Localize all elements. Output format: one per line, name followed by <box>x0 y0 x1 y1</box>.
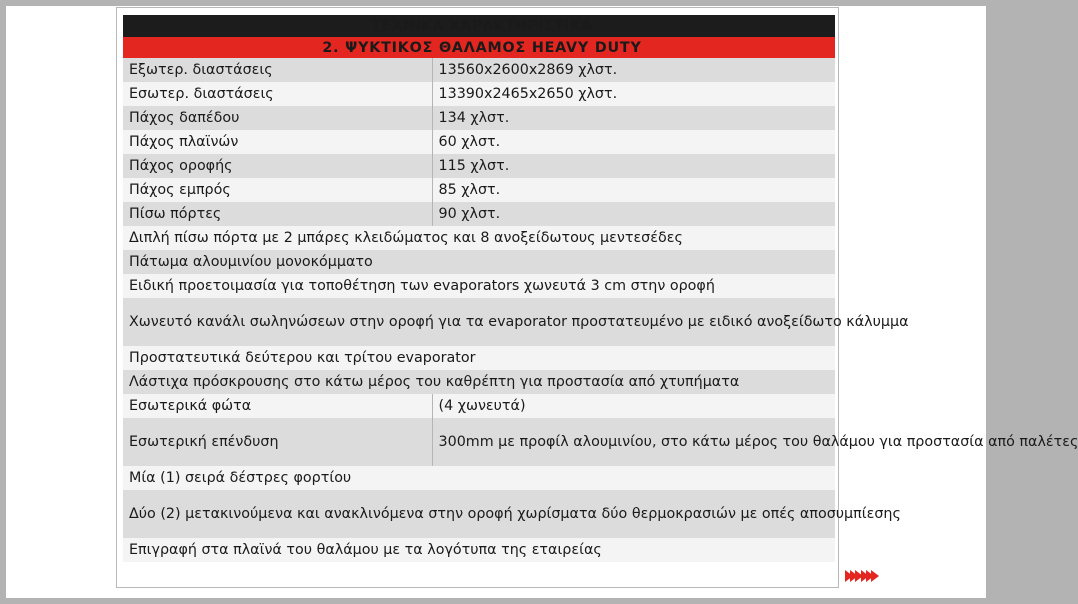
table-row <box>123 250 835 274</box>
table-row <box>123 274 835 298</box>
table-title-row <box>123 15 835 37</box>
row-label: Πίσω πόρτες <box>123 202 432 226</box>
table-row <box>123 466 835 490</box>
row-value: 85 χλστ. <box>432 178 835 202</box>
table-row <box>123 130 835 154</box>
row-label: Πάχος εμπρός <box>123 178 432 202</box>
table-row <box>123 490 835 538</box>
row-value: 300mm με προφίλ αλουμινίου, στο κάτω μέρος του θαλάμου για προστασία από παλέτες <box>432 418 835 466</box>
row-label: Λάστιχα πρόσκρουσης στο κάτω μέρος του καθρέπτη για προστασία από χτυπήματα <box>123 370 835 394</box>
row-label: Ειδική προετοιμασία για τοποθέτηση των evaporators χωνευτά 3 cm στην οροφή <box>123 274 835 298</box>
spec-table <box>123 15 1078 562</box>
table-row <box>123 538 835 562</box>
table-row <box>123 298 835 346</box>
table-row <box>123 58 835 82</box>
row-value: 90 χλστ. <box>432 202 835 226</box>
triple-chevron-right-icon[interactable] <box>845 569 879 583</box>
row-value: 13390x2465x2650 χλστ. <box>432 82 835 106</box>
row-label: Επιγραφή στα πλαϊνά του θαλάμου με τα λογότυπα της εταιρείας <box>123 538 835 562</box>
row-value: 115 χλστ. <box>432 154 835 178</box>
row-label: Πάχος πλαϊνών <box>123 130 432 154</box>
row-label: Εσωτερική επένδυση <box>123 418 432 466</box>
table-row <box>123 202 835 226</box>
table-subtitle-row <box>123 37 835 58</box>
row-label: Πάτωμα αλουμινίου μονοκόμματο <box>123 250 835 274</box>
row-label: Εξωτερ. διαστάσεις <box>123 58 432 82</box>
table-row <box>123 106 835 130</box>
table-row <box>123 346 835 370</box>
table-title: ΤΕΧΝΙΚΑ ΧΑΡΑΚΤΗΡΙΣΤΙΚΑ <box>123 15 835 37</box>
row-value: 134 χλστ. <box>432 106 835 130</box>
row-label: Μία (1) σειρά δέστρες φορτίου <box>123 466 835 490</box>
row-value: 60 χλστ. <box>432 130 835 154</box>
table-row <box>123 178 835 202</box>
table-row <box>123 370 835 394</box>
table-row <box>123 82 835 106</box>
table-row <box>123 226 835 250</box>
row-label: Πάχος οροφής <box>123 154 432 178</box>
row-value: (4 χωνευτά) <box>432 394 835 418</box>
row-label: Εσωτερ. διαστάσεις <box>123 82 432 106</box>
row-label: Προστατευτικά δεύτερου και τρίτου evaporator <box>123 346 835 370</box>
row-value: 13560x2600x2869 χλστ. <box>432 58 835 82</box>
row-label: Διπλή πίσω πόρτα με 2 μπάρες κλειδώματος και 8 ανοξείδωτους μεντεσέδες <box>123 226 835 250</box>
row-label: Πάχος δαπέδου <box>123 106 432 130</box>
table-row <box>123 394 835 418</box>
row-label: Εσωτερικά φώτα <box>123 394 432 418</box>
table-row <box>123 154 835 178</box>
row-label: Δύο (2) μετακινούμενα και ανακλινόμενα στην οροφή χωρίσματα δύο θερμοκρασιών με οπές αποσυμπίεσης <box>123 490 835 538</box>
row-label: Χωνευτό κανάλι σωληνώσεων στην οροφή για τα evaporator προστατευμένο με ειδικό ανοξείδωτο κάλυμμα <box>123 298 835 346</box>
table-row <box>123 418 835 466</box>
table-subtitle: 2. ΨΥΚΤΙΚΟΣ ΘΑΛΑΜΟΣ HEAVY DUTY <box>123 37 835 58</box>
